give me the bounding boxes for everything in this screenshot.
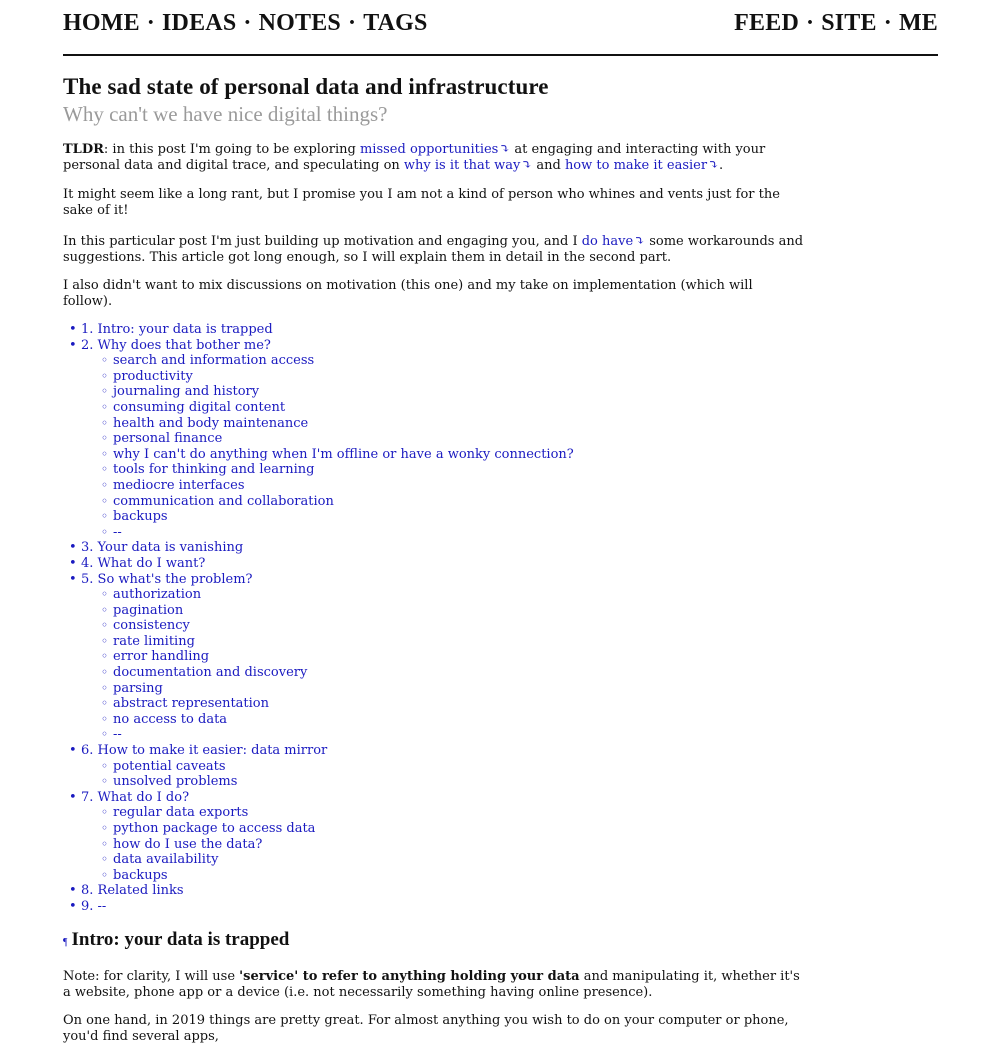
- tldr-text: .: [718, 158, 724, 173]
- toc-subitem: [113, 634, 803, 650]
- toc-subitem: [113, 587, 803, 603]
- paragraph-text: In this particular post I'm just building up motivation and engaging you, and I: [63, 234, 582, 249]
- toc-subitem: [113, 712, 803, 728]
- toc-sublink[interactable]: python package to access data: [113, 821, 316, 836]
- arrow-down-right-icon: ⤵: [634, 234, 646, 249]
- toc-subitem: [113, 478, 803, 494]
- nav-separator: ·: [146, 10, 156, 36]
- missed-opportunities-link[interactable]: missed opportunities: [359, 142, 499, 157]
- toc-subitem: [113, 369, 803, 385]
- toc-link[interactable]: 7. What do I do?: [81, 789, 190, 805]
- toc-sublink[interactable]: communication and collaboration: [113, 493, 334, 509]
- toc-sublink[interactable]: how do I use the data?: [113, 836, 263, 852]
- toc-subitem: [113, 494, 803, 510]
- section-heading-text: Intro: your data is trapped: [71, 928, 290, 950]
- toc-subitem: [113, 400, 803, 416]
- table-of-contents: [63, 322, 803, 915]
- toc-subitem: [113, 416, 803, 432]
- arrow-down-right-icon: ⤵: [499, 142, 511, 157]
- note-paragraph: [63, 969, 803, 1001]
- toc-item: [81, 338, 803, 541]
- nav-separator: ·: [805, 10, 815, 36]
- toc-subitem: [113, 603, 803, 619]
- toc-link[interactable]: 8. Related links: [81, 883, 184, 899]
- toc-sublist: [81, 759, 803, 790]
- paragraph-motivation: I also didn't want to mix discussions on motivation (this one) and my take on implementation (which will follow).: [63, 278, 753, 309]
- toc-sublink[interactable]: --: [113, 727, 122, 743]
- nav-feed-link[interactable]: FEED: [734, 10, 799, 36]
- toc-sublink[interactable]: --: [113, 524, 122, 540]
- tldr-text: : in this post I'm going to be exploring: [103, 142, 360, 157]
- toc-subitem: [113, 525, 803, 541]
- toc-sublink[interactable]: regular data exports: [113, 805, 249, 821]
- nav-me-link[interactable]: ME: [898, 10, 938, 36]
- toc-sublink[interactable]: journaling and history: [113, 384, 260, 400]
- toc-subitem: [113, 665, 803, 681]
- toc-sublink[interactable]: why I can't do anything when I'm offline or have a wonky connection?: [113, 446, 574, 462]
- tldr-text: and: [532, 158, 565, 173]
- tldr-paragraph: [63, 142, 803, 174]
- tldr-text: at engaging and interacting with your personal data and digital trace, and speculating on: [63, 142, 766, 173]
- arrow-down-right-icon: ⤵: [521, 158, 533, 173]
- toc-subitem: [113, 649, 803, 665]
- toc-subitem: [113, 696, 803, 712]
- top-nav: [63, 10, 938, 56]
- toc-sublink[interactable]: potential caveats: [113, 758, 226, 774]
- toc-sublink[interactable]: parsing: [113, 680, 163, 696]
- toc-link[interactable]: 2. Why does that bother me?: [81, 337, 271, 353]
- toc-sublink[interactable]: consistency: [113, 618, 190, 634]
- toc-sublink[interactable]: error handling: [113, 649, 210, 665]
- toc-subitem: [113, 447, 803, 463]
- toc-subitem: [113, 805, 803, 821]
- page-title: The sad state of personal data and infrastructure: [63, 74, 549, 99]
- toc-sublink[interactable]: personal finance: [113, 431, 223, 447]
- why-is-it-that-way-link[interactable]: why is it that way: [403, 158, 521, 173]
- toc-sublink[interactable]: pagination: [113, 602, 184, 618]
- toc-item: [81, 540, 803, 556]
- toc-subitem: [113, 852, 803, 868]
- nav-site-link[interactable]: SITE: [821, 10, 877, 36]
- toc-item: [81, 743, 803, 790]
- tldr-label: TLDR: [63, 142, 104, 157]
- paragraph-rant: It might seem like a long rant, but I promise you I am not a kind of person who whines and vents just for the sake of it!: [63, 187, 780, 218]
- toc-subitem: [113, 774, 803, 790]
- toc-sublink[interactable]: data availability: [113, 852, 219, 868]
- toc-item: [81, 883, 803, 899]
- toc-subitem: [113, 462, 803, 478]
- toc-sublink[interactable]: abstract representation: [113, 696, 269, 712]
- toc-sublink[interactable]: productivity: [113, 368, 193, 384]
- arrow-down-right-icon: ⤵: [708, 158, 719, 173]
- paragraph-text: some workarounds and suggestions. This article got long enough, so I will explain them in detail in the second part.: [63, 234, 804, 265]
- nav-separator: ·: [347, 10, 357, 36]
- article: [63, 72, 803, 1045]
- toc-item: [81, 899, 803, 915]
- toc-sublink[interactable]: consuming digital content: [113, 399, 286, 415]
- anchor-icon[interactable]: ¶: [63, 936, 68, 948]
- nav-home-link[interactable]: HOME: [63, 10, 140, 36]
- toc-sublist: [81, 353, 803, 540]
- toc-subitem: [113, 384, 803, 400]
- toc-sublink[interactable]: unsolved problems: [113, 774, 238, 790]
- toc-sublist: [81, 805, 803, 883]
- note-emphasis: 'service' to refer to anything holding your data: [239, 968, 580, 984]
- toc-subitem: [113, 509, 803, 525]
- toc-subitem: [113, 681, 803, 697]
- how-to-make-it-easier-link[interactable]: how to make it easier: [564, 158, 708, 173]
- note-text: and manipulating it, whether it's a website, phone app or a device (i.e. not necessarily something having online presence).: [63, 968, 800, 1000]
- toc-subitem: [113, 727, 803, 743]
- toc-sublink[interactable]: no access to data: [113, 711, 228, 727]
- toc-subitem: [113, 353, 803, 369]
- nav-right: [734, 10, 938, 37]
- toc-subitem: [113, 837, 803, 853]
- toc-sublink[interactable]: rate limiting: [113, 633, 195, 649]
- toc-link[interactable]: 9. --: [81, 898, 107, 914]
- toc-link[interactable]: 5. So what's the problem?: [81, 571, 253, 587]
- toc-link[interactable]: 1. Intro: your data is trapped: [81, 322, 273, 337]
- toc-item: [81, 790, 803, 884]
- toc-sublink[interactable]: health and body maintenance: [113, 415, 309, 431]
- nav-left: [63, 10, 428, 37]
- nav-separator: ·: [883, 10, 892, 36]
- nav-tags-link[interactable]: TAGS: [363, 10, 428, 36]
- toc-item: [81, 322, 803, 338]
- toc-link[interactable]: 6. How to make it easier: data mirror: [81, 743, 328, 759]
- toc-sublink[interactable]: backups: [113, 509, 168, 525]
- do-have-link[interactable]: do have: [581, 234, 634, 249]
- toc-sublink[interactable]: tools for thinking and learning: [113, 462, 315, 478]
- toc-item: [81, 556, 803, 572]
- toc-link[interactable]: 4. What do I want?: [81, 555, 206, 571]
- toc-sublink[interactable]: authorization: [113, 587, 202, 603]
- toc-sublist: [81, 587, 803, 743]
- nav-notes-link[interactable]: NOTES: [258, 10, 341, 36]
- paragraph-intro: On one hand, in 2019 things are pretty great. For almost anything you wish to do on your computer or phone, you'd find several apps,: [63, 1012, 789, 1044]
- toc-sublink[interactable]: search and information access: [113, 353, 315, 369]
- toc-subitem: [113, 759, 803, 775]
- toc-sublink[interactable]: backups: [113, 867, 168, 883]
- toc-link[interactable]: 3. Your data is vanishing: [81, 540, 244, 556]
- nav-ideas-link[interactable]: IDEAS: [162, 10, 237, 36]
- toc-sublink[interactable]: mediocre interfaces: [113, 477, 245, 493]
- section-heading: [63, 928, 803, 955]
- toc-subitem: [113, 868, 803, 884]
- toc-subitem: [113, 821, 803, 837]
- toc-subitem: [113, 431, 803, 447]
- toc-sublink[interactable]: documentation and discovery: [113, 665, 308, 681]
- paragraph-workarounds: [63, 234, 803, 266]
- page-subtitle: Why can't we have nice digital things?: [63, 102, 388, 126]
- nav-separator: ·: [243, 10, 252, 36]
- toc-item: [81, 572, 803, 744]
- toc-subitem: [113, 618, 803, 634]
- note-text: Note: for clarity, I will use: [63, 968, 240, 984]
